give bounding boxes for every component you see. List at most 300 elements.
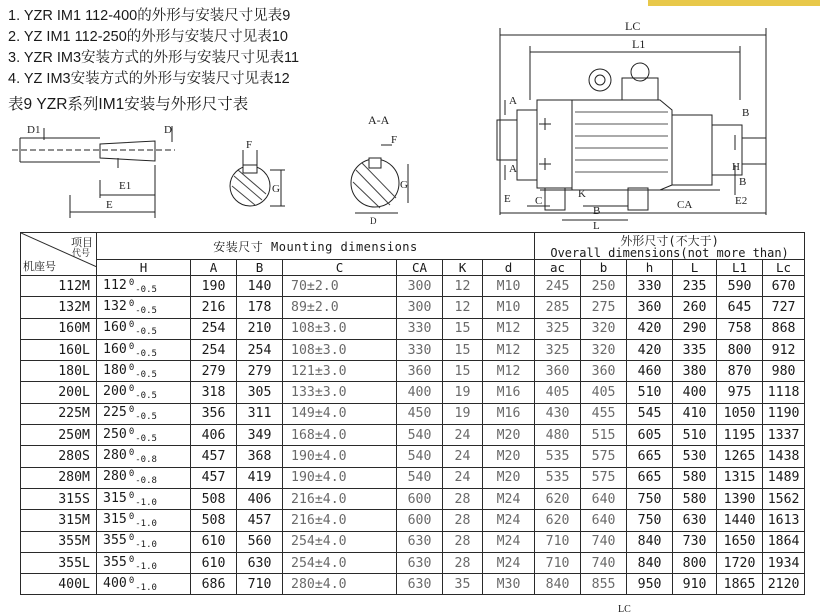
cell-lc: 1438 xyxy=(763,446,805,467)
cell-a: 318 xyxy=(191,382,237,403)
cell-ca: 630 xyxy=(397,574,443,595)
tolerance-upper: 0 xyxy=(128,426,135,437)
cell-h-value: 160 xyxy=(103,341,127,357)
cell-b: 457 xyxy=(237,510,283,531)
table-row xyxy=(21,425,805,446)
cell-h xyxy=(97,467,191,488)
cell-l: 530 xyxy=(673,446,717,467)
column-header-h: h xyxy=(627,260,673,276)
cell-b: 406 xyxy=(237,488,283,509)
cell-h-tolerance xyxy=(128,405,157,423)
cell-ca: 450 xyxy=(397,403,443,424)
cell-lc: 980 xyxy=(763,361,805,382)
cell-k: 12 xyxy=(443,276,483,297)
cell-h-tolerance xyxy=(128,448,157,466)
cell-h xyxy=(97,403,191,424)
tolerance-lower: -0.8 xyxy=(135,476,157,487)
tolerance-upper: 0 xyxy=(128,511,135,522)
cell-d: M12 xyxy=(483,318,535,339)
cell-l1: 1050 xyxy=(717,403,763,424)
cell-frame: 200L xyxy=(21,382,97,403)
cell-h xyxy=(97,318,191,339)
cell-h xyxy=(97,382,191,403)
cell-c: 168±4.0 xyxy=(283,425,397,446)
label-f-right: F xyxy=(391,134,398,146)
cell-b: 560 xyxy=(237,531,283,552)
tolerance-lower: -1.0 xyxy=(135,561,157,572)
cell-a: 279 xyxy=(191,361,237,382)
cell-h-value: 132 xyxy=(103,298,127,314)
cell-b: 279 xyxy=(237,361,283,382)
cell-h-value: 200 xyxy=(103,384,127,400)
tolerance-upper: 0 xyxy=(128,362,135,373)
cell-l1: 1720 xyxy=(717,552,763,573)
cell-ca: 330 xyxy=(397,339,443,360)
cell-l: 410 xyxy=(673,403,717,424)
table-row xyxy=(21,297,805,318)
cell-frame: 315S xyxy=(21,488,97,509)
cell-h-tolerance xyxy=(128,384,157,402)
table-row xyxy=(21,382,805,403)
table-row xyxy=(21,467,805,488)
footer-lc-label: LC xyxy=(618,604,631,615)
cell-ac: 535 xyxy=(535,446,581,467)
cell-a: 610 xyxy=(191,531,237,552)
cell-h: 950 xyxy=(627,574,673,595)
table-row xyxy=(21,574,805,595)
cell-l1: 1865 xyxy=(717,574,763,595)
tolerance-upper: 0 xyxy=(128,448,135,459)
table-row xyxy=(21,488,805,509)
label-a-bottom: A xyxy=(509,163,517,175)
cell-l: 400 xyxy=(673,382,717,403)
table-row xyxy=(21,446,805,467)
table-corner-cell xyxy=(21,233,97,276)
cell-h-value: 250 xyxy=(103,426,127,442)
cell-h xyxy=(97,552,191,573)
cell-ac: 840 xyxy=(535,574,581,595)
cell-h xyxy=(97,446,191,467)
cell-h-value: 180 xyxy=(103,362,127,378)
label-e2: E2 xyxy=(735,195,748,207)
tolerance-upper: 0 xyxy=(128,554,135,565)
cell-h: 750 xyxy=(627,510,673,531)
cell-ca: 300 xyxy=(397,276,443,297)
intro-line-3: 3. YZR IM3安装方式的外形与安装尺寸见表11 xyxy=(8,50,300,66)
cell-b: 140 xyxy=(237,276,283,297)
label-c: C xyxy=(535,195,543,207)
cell-ca: 360 xyxy=(397,361,443,382)
column-header-k: K xyxy=(443,260,483,276)
column-header-a: A xyxy=(191,260,237,276)
label-lc: LC xyxy=(625,19,641,33)
cell-l: 260 xyxy=(673,297,717,318)
table-title: 表9 YZR系列IM1安装与外形尺寸表 xyxy=(8,96,249,113)
cell-h-value: 160 xyxy=(103,320,127,336)
cell-h: 750 xyxy=(627,488,673,509)
table-row xyxy=(21,361,805,382)
label-d: D xyxy=(164,124,172,136)
cell-h-value: 112 xyxy=(103,277,127,293)
cell-b: 320 xyxy=(581,339,627,360)
cell-b: 349 xyxy=(237,425,283,446)
cell-ac: 480 xyxy=(535,425,581,446)
cell-h-value: 355 xyxy=(103,554,127,570)
label-g-right: G xyxy=(400,179,408,191)
tolerance-lower: -1.0 xyxy=(135,497,157,508)
table-body xyxy=(21,276,805,595)
cell-ca: 630 xyxy=(397,552,443,573)
label-ca: CA xyxy=(677,199,693,211)
tolerance-lower: -1.0 xyxy=(135,540,157,551)
cell-c: 70±2.0 xyxy=(283,276,397,297)
cell-lc: 1934 xyxy=(763,552,805,573)
cell-d: M16 xyxy=(483,403,535,424)
cell-h xyxy=(97,297,191,318)
cell-c: 121±3.0 xyxy=(283,361,397,382)
cell-ac: 325 xyxy=(535,318,581,339)
cell-frame: 112M xyxy=(21,276,97,297)
cell-h: 840 xyxy=(627,552,673,573)
cell-l1: 590 xyxy=(717,276,763,297)
cell-c: 133±3.0 xyxy=(283,382,397,403)
cell-ca: 630 xyxy=(397,531,443,552)
cell-lc: 912 xyxy=(763,339,805,360)
cell-h-tolerance xyxy=(128,320,157,338)
cell-l: 290 xyxy=(673,318,717,339)
cell-h: 460 xyxy=(627,361,673,382)
cell-b: 250 xyxy=(581,276,627,297)
cell-lc: 1613 xyxy=(763,510,805,531)
cell-lc: 1337 xyxy=(763,425,805,446)
cell-l1: 758 xyxy=(717,318,763,339)
cell-frame: 280M xyxy=(21,467,97,488)
label-d1: D1 xyxy=(27,124,41,136)
tolerance-lower: -0.5 xyxy=(135,305,157,316)
cell-b: 210 xyxy=(237,318,283,339)
cell-d: M30 xyxy=(483,574,535,595)
cell-ac: 710 xyxy=(535,531,581,552)
table-row xyxy=(21,318,805,339)
table-row xyxy=(21,510,805,531)
cell-b: 575 xyxy=(581,467,627,488)
label-b-top: B xyxy=(742,107,750,119)
cell-ac: 710 xyxy=(535,552,581,573)
mount-group-header: 安装尺寸 Mounting dimensions xyxy=(97,233,535,260)
cell-k: 24 xyxy=(443,446,483,467)
column-header-lc: Lc xyxy=(763,260,805,276)
cell-h: 420 xyxy=(627,318,673,339)
cell-k: 35 xyxy=(443,574,483,595)
cell-ca: 300 xyxy=(397,297,443,318)
cell-a: 508 xyxy=(191,488,237,509)
cell-a: 686 xyxy=(191,574,237,595)
cell-b: 275 xyxy=(581,297,627,318)
cell-k: 24 xyxy=(443,425,483,446)
cell-l: 730 xyxy=(673,531,717,552)
tolerance-upper: 0 xyxy=(128,469,135,480)
cell-b: 740 xyxy=(581,531,627,552)
tolerance-upper: 0 xyxy=(128,298,135,309)
cell-l: 800 xyxy=(673,552,717,573)
tolerance-upper: 0 xyxy=(128,405,135,416)
cell-h-tolerance xyxy=(128,469,157,487)
label-l1: L1 xyxy=(632,37,646,51)
cell-k: 28 xyxy=(443,510,483,531)
cell-b: 311 xyxy=(237,403,283,424)
cell-h-tolerance xyxy=(128,533,157,551)
column-header-ca: CA xyxy=(397,260,443,276)
tolerance-upper: 0 xyxy=(128,575,135,586)
cell-d: M24 xyxy=(483,552,535,573)
cell-h: 840 xyxy=(627,531,673,552)
label-b-bottom: B xyxy=(593,205,601,217)
cell-ca: 600 xyxy=(397,510,443,531)
cell-l: 910 xyxy=(673,574,717,595)
label-h: H xyxy=(732,161,740,173)
label-b-side: B xyxy=(739,176,747,188)
tolerance-lower: -0.8 xyxy=(135,455,157,466)
cell-c: 108±3.0 xyxy=(283,339,397,360)
cell-ac: 620 xyxy=(535,510,581,531)
cell-b: 630 xyxy=(237,552,283,573)
cell-l: 510 xyxy=(673,425,717,446)
cell-l1: 975 xyxy=(717,382,763,403)
cell-h-tolerance xyxy=(128,511,157,529)
column-header-h: H xyxy=(97,260,191,276)
tolerance-upper: 0 xyxy=(128,533,135,544)
shaft-section-drawing-1 xyxy=(230,139,285,206)
cell-ca: 330 xyxy=(397,318,443,339)
cell-ca: 540 xyxy=(397,446,443,467)
cell-frame: 180L xyxy=(21,361,97,382)
column-header-b: b xyxy=(581,260,627,276)
cell-ac: 620 xyxy=(535,488,581,509)
cell-h: 360 xyxy=(627,297,673,318)
cell-frame: 160L xyxy=(21,339,97,360)
cell-b: 360 xyxy=(581,361,627,382)
cell-b: 305 xyxy=(237,382,283,403)
cell-h-tolerance xyxy=(128,277,157,295)
cell-lc: 2120 xyxy=(763,574,805,595)
label-a-top: A xyxy=(509,95,517,107)
label-k: K xyxy=(578,188,586,200)
cell-h-tolerance xyxy=(128,426,157,444)
corner-diagonal xyxy=(21,233,97,267)
cell-h xyxy=(97,531,191,552)
cell-c: 190±4.0 xyxy=(283,467,397,488)
table-row xyxy=(21,276,805,297)
cell-b: 710 xyxy=(237,574,283,595)
cell-l: 235 xyxy=(673,276,717,297)
cell-ca: 540 xyxy=(397,467,443,488)
table-row xyxy=(21,531,805,552)
cell-d: M10 xyxy=(483,276,535,297)
cell-h-tolerance xyxy=(128,341,157,359)
cell-frame: 250M xyxy=(21,425,97,446)
tolerance-upper: 0 xyxy=(128,490,135,501)
cell-lc: 1562 xyxy=(763,488,805,509)
cell-h-value: 315 xyxy=(103,511,127,527)
cell-h xyxy=(97,574,191,595)
cell-frame: 132M xyxy=(21,297,97,318)
cell-d: M12 xyxy=(483,339,535,360)
cell-b: 455 xyxy=(581,403,627,424)
cell-lc: 670 xyxy=(763,276,805,297)
section-aa-drawing xyxy=(351,113,408,226)
label-e-motor: E xyxy=(504,193,511,205)
cell-h xyxy=(97,276,191,297)
tolerance-lower: -0.5 xyxy=(135,412,157,423)
cell-h: 665 xyxy=(627,467,673,488)
cell-c: 254±4.0 xyxy=(283,531,397,552)
cell-ac: 430 xyxy=(535,403,581,424)
cell-b: 405 xyxy=(581,382,627,403)
shaft-end-drawing xyxy=(12,124,175,218)
cell-c: 89±2.0 xyxy=(283,297,397,318)
column-header-d: d xyxy=(483,260,535,276)
cell-a: 457 xyxy=(191,467,237,488)
cell-l: 580 xyxy=(673,467,717,488)
cell-k: 15 xyxy=(443,318,483,339)
cell-h-tolerance xyxy=(128,490,157,508)
table-row xyxy=(21,339,805,360)
column-header-ac: ac xyxy=(535,260,581,276)
cell-a: 254 xyxy=(191,318,237,339)
cell-d: M12 xyxy=(483,361,535,382)
cell-b: 254 xyxy=(237,339,283,360)
cell-d: M24 xyxy=(483,510,535,531)
cell-h: 510 xyxy=(627,382,673,403)
cell-d: M16 xyxy=(483,382,535,403)
cell-b: 640 xyxy=(581,510,627,531)
cell-frame: 355L xyxy=(21,552,97,573)
cell-l1: 1265 xyxy=(717,446,763,467)
column-header-b: B xyxy=(237,260,283,276)
cell-b: 855 xyxy=(581,574,627,595)
cell-h-value: 280 xyxy=(103,448,127,464)
cell-ca: 600 xyxy=(397,488,443,509)
motor-outline-drawing xyxy=(497,19,766,232)
cell-c: 280±4.0 xyxy=(283,574,397,595)
tolerance-upper: 0 xyxy=(128,341,135,352)
cell-h-tolerance xyxy=(128,575,157,593)
cell-c: 216±4.0 xyxy=(283,488,397,509)
cell-b: 640 xyxy=(581,488,627,509)
cell-b: 178 xyxy=(237,297,283,318)
cell-d: M24 xyxy=(483,488,535,509)
cell-k: 28 xyxy=(443,488,483,509)
cell-b: 740 xyxy=(581,552,627,573)
cell-a: 457 xyxy=(191,446,237,467)
cell-frame: 225M xyxy=(21,403,97,424)
corner-item-label: 项目 xyxy=(71,237,93,249)
table-row xyxy=(21,403,805,424)
label-f-left: F xyxy=(246,139,253,151)
cell-frame: 160M xyxy=(21,318,97,339)
intro-line-1: 1. YZR IM1 112-400的外形与安装尺寸见表9 xyxy=(8,8,291,24)
cell-a: 610 xyxy=(191,552,237,573)
tolerance-lower: -0.5 xyxy=(135,369,157,380)
cell-ca: 540 xyxy=(397,425,443,446)
cell-a: 190 xyxy=(191,276,237,297)
cell-c: 190±4.0 xyxy=(283,446,397,467)
cell-h xyxy=(97,488,191,509)
cell-h xyxy=(97,510,191,531)
label-d-section: D xyxy=(370,216,377,226)
cell-ac: 325 xyxy=(535,339,581,360)
cell-b: 515 xyxy=(581,425,627,446)
label-e: E xyxy=(106,199,113,211)
cell-b: 320 xyxy=(581,318,627,339)
cell-k: 19 xyxy=(443,382,483,403)
cell-a: 356 xyxy=(191,403,237,424)
cell-ac: 360 xyxy=(535,361,581,382)
cell-b: 575 xyxy=(581,446,627,467)
cell-h-tolerance xyxy=(128,298,157,316)
cell-c: 216±4.0 xyxy=(283,510,397,531)
cell-l1: 1440 xyxy=(717,510,763,531)
label-g: G xyxy=(272,183,280,195)
cell-b: 419 xyxy=(237,467,283,488)
cell-l1: 1650 xyxy=(717,531,763,552)
cell-c: 254±4.0 xyxy=(283,552,397,573)
cell-l: 630 xyxy=(673,510,717,531)
cell-a: 254 xyxy=(191,339,237,360)
cell-ac: 535 xyxy=(535,467,581,488)
overall-group-header xyxy=(535,233,805,260)
cell-k: 24 xyxy=(443,467,483,488)
cell-k: 28 xyxy=(443,531,483,552)
cell-h: 665 xyxy=(627,446,673,467)
cell-l1: 1390 xyxy=(717,488,763,509)
cell-b: 368 xyxy=(237,446,283,467)
tolerance-lower: -0.5 xyxy=(135,348,157,359)
cell-d: M20 xyxy=(483,446,535,467)
cell-lc: 868 xyxy=(763,318,805,339)
cell-ca: 400 xyxy=(397,382,443,403)
table-row xyxy=(21,552,805,573)
cell-h: 330 xyxy=(627,276,673,297)
cell-ac: 245 xyxy=(535,276,581,297)
cell-a: 216 xyxy=(191,297,237,318)
cell-l1: 870 xyxy=(717,361,763,382)
cell-h: 605 xyxy=(627,425,673,446)
tolerance-lower: -1.0 xyxy=(135,582,157,593)
overall-group-en: Overall dimensions(not more than) xyxy=(550,246,789,260)
cell-h xyxy=(97,425,191,446)
cell-k: 15 xyxy=(443,361,483,382)
label-e1: E1 xyxy=(119,180,132,192)
cell-lc: 1118 xyxy=(763,382,805,403)
label-l: L xyxy=(593,220,600,232)
tolerance-upper: 0 xyxy=(128,384,135,395)
cell-d: M20 xyxy=(483,425,535,446)
cell-l: 380 xyxy=(673,361,717,382)
cell-k: 15 xyxy=(443,339,483,360)
overall-group-cn: 外形尺寸(不大于) xyxy=(620,234,719,248)
cell-l: 335 xyxy=(673,339,717,360)
cell-h-tolerance xyxy=(128,362,157,380)
cell-lc: 727 xyxy=(763,297,805,318)
corner-frame-label: 机座号 xyxy=(23,261,56,273)
cell-k: 12 xyxy=(443,297,483,318)
technical-drawings xyxy=(0,0,820,232)
cell-l1: 1315 xyxy=(717,467,763,488)
intro-line-2: 2. YZ IM1 112-250的外形与安装尺寸见表10 xyxy=(8,29,288,45)
cell-d: M24 xyxy=(483,531,535,552)
cell-h-value: 355 xyxy=(103,533,127,549)
